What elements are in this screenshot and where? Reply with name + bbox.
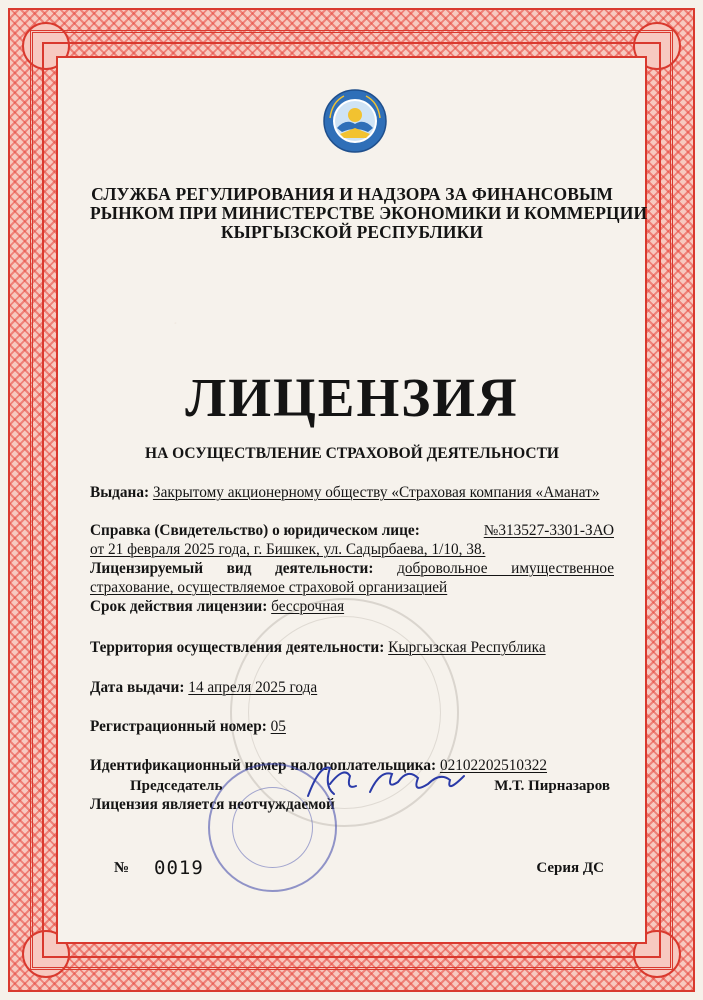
agency-line: СЛУЖБА РЕГУЛИРОВАНИЯ И НАДЗОРА ЗА ФИНАНСОВЫМ [91, 184, 613, 204]
territory-label: Территория осуществления деятельности: [90, 639, 385, 656]
issuing-agency [90, 184, 648, 242]
issued-label: Выдана: [90, 484, 150, 501]
activity-value: добровольное имущественное страхование, осуществляемое страховой организацией [90, 560, 614, 596]
inn-label: Идентификационный номер налогоплательщика: [90, 757, 437, 774]
territory-value: Кыргызская Республика [388, 639, 546, 656]
certificate-label: Справка (Свидетельство) о юридическом лице: [90, 522, 420, 539]
licensed-activity [90, 559, 614, 597]
registration-number [90, 717, 614, 736]
certificate-details: от 21 февраля 2025 года, г. Бишкек, ул. Садырбаева, 1/10, 38. [90, 541, 486, 558]
certificate-number: №313527-3301-ЗАО [483, 522, 614, 539]
issue-date [90, 678, 614, 697]
issued-to [90, 483, 614, 502]
reg-label: Регистрационный номер: [90, 718, 267, 735]
document-title: ЛИЦЕНЗИЯ [185, 367, 519, 428]
non-transferable-note: Лицензия является неотчуждаемой [90, 796, 335, 813]
territory [90, 638, 614, 657]
form-number: 0019 [154, 857, 204, 879]
chairman-title: Председатель [130, 778, 223, 794]
agency-line: РЫНКОМ ПРИ МИНИСТЕРСТВЕ ЭКОНОМИКИ И КОММЕРЦИИ [90, 203, 648, 223]
license-term [90, 597, 614, 616]
certificate [90, 521, 614, 559]
inn-value: 02102202510322 [439, 757, 548, 774]
agency-line: КЫРГЫЗСКОЙ РЕСПУБЛИКИ [220, 222, 484, 242]
form-series: Серия ДС [536, 860, 604, 876]
kyrgyz-republic-emblem-icon [322, 88, 388, 154]
document-subtitle: НА ОСУЩЕСТВЛЕНИЕ СТРАХОВОЙ ДЕЯТЕЛЬНОСТИ [145, 445, 559, 462]
date-value: 14 апреля 2025 года [188, 679, 318, 696]
number-sign: № [114, 860, 130, 876]
issued-value: Закрытому акционерному обществу «Страховая компания «Аманат» [152, 484, 600, 501]
chairman-name: М.Т. Пирназаров [494, 778, 610, 794]
date-label: Дата выдачи: [90, 679, 185, 696]
term-value: бессрочная [271, 598, 345, 615]
reg-value: 05 [270, 718, 286, 735]
activity-label: Лицензируемый вид деятельности: [90, 560, 374, 577]
term-label: Срок действия лицензии: [90, 598, 268, 615]
handwritten-signature [300, 756, 480, 806]
